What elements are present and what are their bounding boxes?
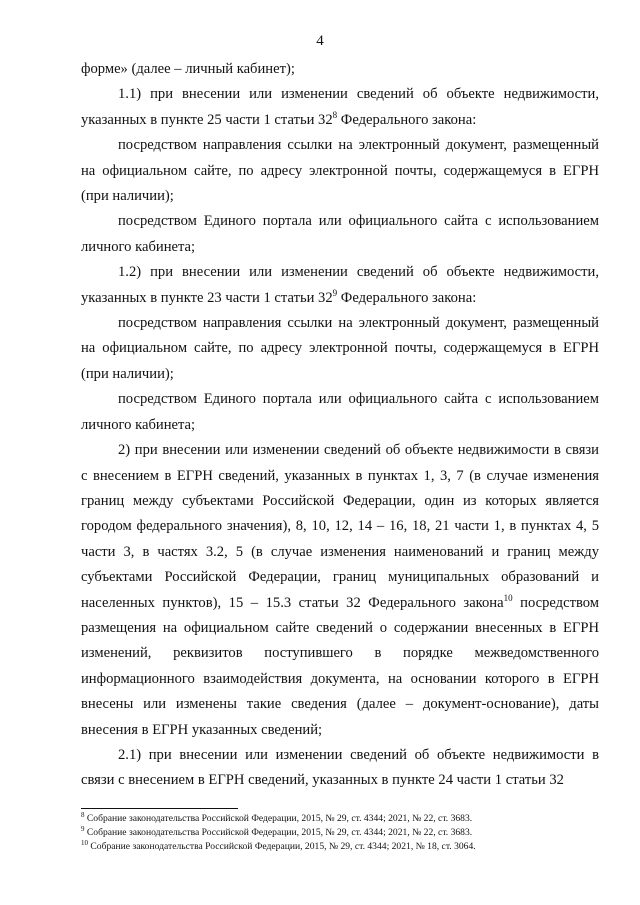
page-number: 4 (316, 33, 324, 49)
paragraph: 1.1) при внесении или изменении сведений об объекте недвижимости, указанных в пункте 25 части 1 статьи $32^8$ Федерального закона: (81, 86, 599, 128)
footnote-ref: 8 (332, 109, 338, 120)
paragraph: 2) при внесении или изменении сведений об объекте недвижимости в связи с внесением в ЕГРН сведений, указанных в пунктах 1, 3, 7 (в случае изменения границ между субъектами Российской Федерации, один из которых является городом федерального значения), 8, 10, 12, 14 – 16, 18, 21 части 1, в пунктах 4, 5 части 3, в частях 3.2, 5 (в случае изменения наименований и границ между субъектами Российской Федерации, границ муниципальных образований и населенных пунктов), 15 – 15.3 статьи 32 Федерального закона$^{10}$ посредством размещения на официальном сайте сведений о содержании внесенных в ЕГРН изменений, реквизитов поступившего в порядке межведомственного информационного взаимодействия документа, на основании которого в ЕГРН внесены или изменены такие сведения (далее – документ-основание), даты внесения в ЕГРН указанных сведений; (81, 442, 599, 738)
paragraph: посредством Единого портала или официального сайта с использованием личного кабинета; (81, 213, 599, 255)
footnote: $^{10}$ Собрание законодательства Российской Федерации, 2015, № 29, ст. 4344; 2021, № 18, ст. 3064. (81, 839, 476, 852)
footnote-ref: 10 (503, 592, 513, 603)
footnote-divider (81, 808, 238, 809)
paragraph: посредством Единого портала или официального сайта с использованием личного кабинета; (81, 391, 599, 433)
paragraph: посредством направления ссылки на электронный документ, размещенный на официальном сайте, по адресу электронной почты, содержащемуся в ЕГРН (при наличии); (81, 315, 599, 382)
paragraph: форме» (далее – личный кабинет); (81, 61, 295, 77)
body-text (81, 57, 599, 794)
paragraph: 2.1) при внесении или изменении сведений об объекте недвижимости в связи с внесением в ЕГРН сведений, указанных в пункте 24 части 1 статьи 32 (81, 746, 599, 789)
footnotes (81, 812, 599, 854)
paragraph: посредством направления ссылки на электронный документ, размещенный на официальном сайте, по адресу электронной почты, содержащемуся в ЕГРН (при наличии); (81, 137, 599, 205)
footnote-ref: 9 (332, 287, 338, 298)
footnote: $^8$ Собрание законодательства Российской Федерации, 2015, № 29, ст. 4344; 2021, № 22, ст. 3683. (81, 811, 473, 824)
footnote: $^9$ Собрание законодательства Российской Федерации, 2015, № 29, ст. 4344; 2021, № 22, ст. 3683. (81, 825, 473, 838)
paragraph: 1.2) при внесении или изменении сведений об объекте недвижимости, указанных в пункте 23 части 1 статьи $32^9$ Федерального закона: (81, 264, 599, 306)
